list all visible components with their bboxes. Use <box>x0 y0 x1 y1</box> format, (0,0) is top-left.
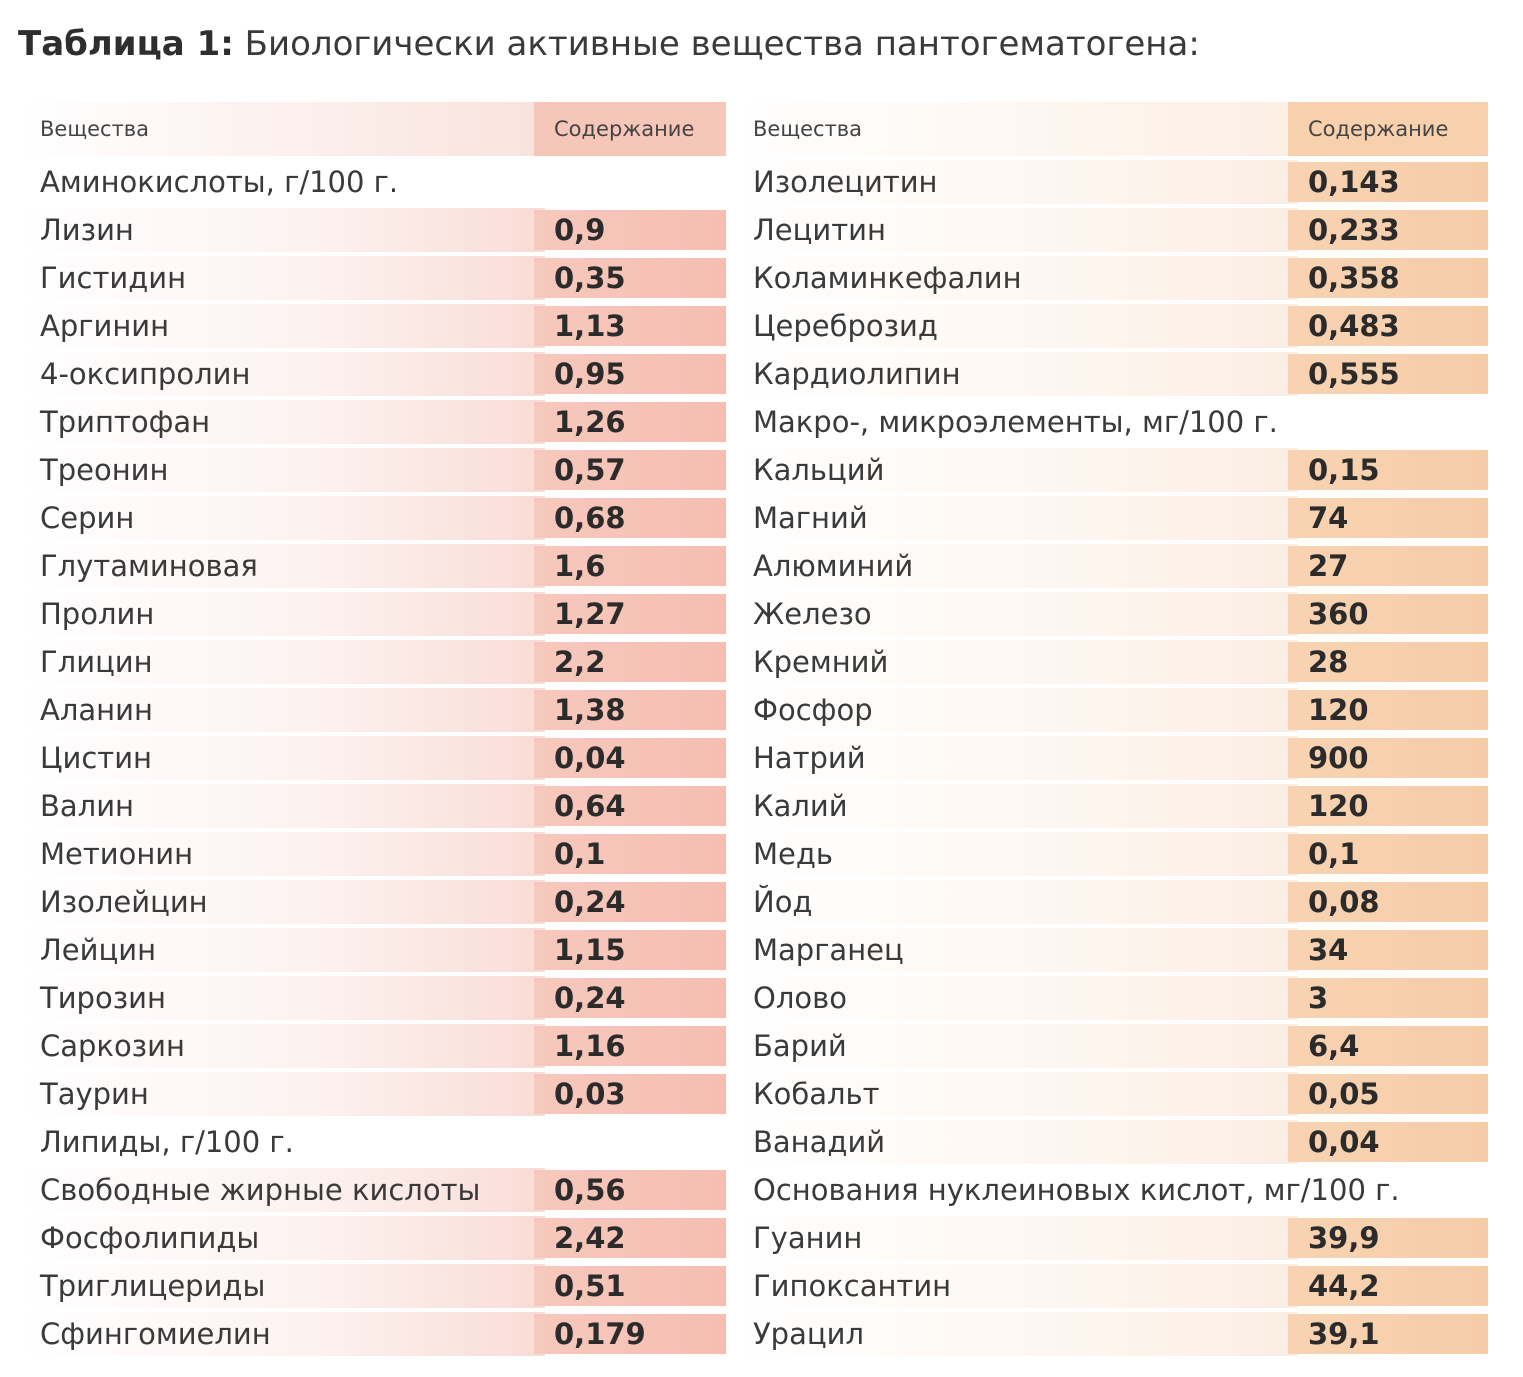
substance-name: Тирозин <box>22 976 545 1020</box>
substance-name: Барий <box>735 1024 1298 1068</box>
content-value: 0,358 <box>1288 258 1488 298</box>
content-value: 28 <box>1288 642 1488 682</box>
substance-name: Аргинин <box>22 304 545 348</box>
content-value: 0,35 <box>534 258 726 298</box>
content-value: 1,26 <box>534 402 726 442</box>
content-value: 34 <box>1288 930 1488 970</box>
substance-name: Серин <box>22 496 545 540</box>
substance-name: Железо <box>735 592 1298 636</box>
substance-name: Олово <box>735 976 1298 1020</box>
substance-name: Цереброзид <box>735 304 1298 348</box>
section-title: Основания нуклеиновых кислот, мг/100 г. <box>753 1173 1400 1207</box>
content-value: 6,4 <box>1288 1026 1488 1066</box>
content-value: 0,15 <box>1288 450 1488 490</box>
table-title <box>18 24 1200 64</box>
substance-name: Саркозин <box>22 1024 545 1068</box>
content-value: 120 <box>1288 690 1488 730</box>
column-header-substance: Вещества <box>22 102 545 156</box>
content-value: 0,24 <box>534 882 726 922</box>
content-value: 27 <box>1288 546 1488 586</box>
content-value: 1,15 <box>534 930 726 970</box>
substance-name: Кардиолипин <box>735 352 1298 396</box>
substance-name: Гуанин <box>735 1216 1298 1260</box>
substance-name: Кремний <box>735 640 1298 684</box>
content-value: 0,04 <box>1288 1122 1488 1162</box>
substance-name: Треонин <box>22 448 545 492</box>
substance-name: Глицин <box>22 640 545 684</box>
substance-name: Цистин <box>22 736 545 780</box>
column-header-content: Содержание <box>534 102 726 156</box>
column-header-substance: Вещества <box>735 102 1298 156</box>
substance-name: Валин <box>22 784 545 828</box>
content-value: 0,233 <box>1288 210 1488 250</box>
substance-name: Марганец <box>735 928 1298 972</box>
section-title: Макро-, микроэлементы, мг/100 г. <box>753 405 1278 439</box>
content-value: 0,56 <box>534 1170 726 1210</box>
substance-name: Фосфор <box>735 688 1298 732</box>
substance-name: 4-оксипролин <box>22 352 545 396</box>
substance-name: Лецитин <box>735 208 1298 252</box>
substance-name: Сфингомиелин <box>22 1312 545 1356</box>
content-value: 0,95 <box>534 354 726 394</box>
substance-name: Магний <box>735 496 1298 540</box>
substance-name: Урацил <box>735 1312 1298 1356</box>
substance-name: Пролин <box>22 592 545 636</box>
substance-name: Метионин <box>22 832 545 876</box>
substance-name: Фосфолипиды <box>22 1216 545 1260</box>
content-value: 0,08 <box>1288 882 1488 922</box>
section-title: Липиды, г/100 г. <box>40 1125 294 1159</box>
content-value: 2,42 <box>534 1218 726 1258</box>
substance-name: Кальций <box>735 448 1298 492</box>
substance-name: Изолецитин <box>735 160 1298 204</box>
content-value: 0,24 <box>534 978 726 1018</box>
substance-name: Гистидин <box>22 256 545 300</box>
content-value: 0,03 <box>534 1074 726 1114</box>
substance-name: Свободные жирные кислоты <box>22 1168 545 1212</box>
substance-name: Кобальт <box>735 1072 1298 1116</box>
table-title-text: Биологически активные вещества пантогематогена: <box>244 24 1200 64</box>
column-header-content: Содержание <box>1288 102 1488 156</box>
content-value: 360 <box>1288 594 1488 634</box>
content-value: 0,179 <box>534 1314 726 1354</box>
content-value: 0,1 <box>1288 834 1488 874</box>
content-value: 1,13 <box>534 306 726 346</box>
content-value: 3 <box>1288 978 1488 1018</box>
content-value: 0,483 <box>1288 306 1488 346</box>
substance-name: Медь <box>735 832 1298 876</box>
content-value: 74 <box>1288 498 1488 538</box>
content-value: 0,64 <box>534 786 726 826</box>
substance-name: Лейцин <box>22 928 545 972</box>
substance-name: Лизин <box>22 208 545 252</box>
substance-name: Гипоксантин <box>735 1264 1298 1308</box>
content-value: 0,68 <box>534 498 726 538</box>
content-value: 0,143 <box>1288 162 1488 202</box>
content-value: 39,1 <box>1288 1314 1488 1354</box>
substance-name: Аланин <box>22 688 545 732</box>
content-value: 0,04 <box>534 738 726 778</box>
substance-name: Калий <box>735 784 1298 828</box>
substance-name: Триптофан <box>22 400 545 444</box>
content-value: 900 <box>1288 738 1488 778</box>
substance-name: Йод <box>735 880 1298 924</box>
substance-name: Ванадий <box>735 1120 1298 1164</box>
content-value: 0,51 <box>534 1266 726 1306</box>
substance-name: Изолейцин <box>22 880 545 924</box>
substance-name: Алюминий <box>735 544 1298 588</box>
table-title-label: Таблица 1: <box>18 24 234 64</box>
content-value: 120 <box>1288 786 1488 826</box>
content-value: 0,555 <box>1288 354 1488 394</box>
content-value: 0,1 <box>534 834 726 874</box>
content-value: 0,9 <box>534 210 726 250</box>
content-value: 1,38 <box>534 690 726 730</box>
content-value: 2,2 <box>534 642 726 682</box>
content-value: 1,27 <box>534 594 726 634</box>
content-value: 0,57 <box>534 450 726 490</box>
content-value: 44,2 <box>1288 1266 1488 1306</box>
content-value: 1,6 <box>534 546 726 586</box>
content-value: 39,9 <box>1288 1218 1488 1258</box>
substance-name: Таурин <box>22 1072 545 1116</box>
content-value: 0,05 <box>1288 1074 1488 1114</box>
section-title: Аминокислоты, г/100 г. <box>40 165 399 199</box>
substance-name: Натрий <box>735 736 1298 780</box>
substance-name: Глутаминовая <box>22 544 545 588</box>
substance-name: Коламинкефалин <box>735 256 1298 300</box>
content-value: 1,16 <box>534 1026 726 1066</box>
substance-name: Триглицериды <box>22 1264 545 1308</box>
